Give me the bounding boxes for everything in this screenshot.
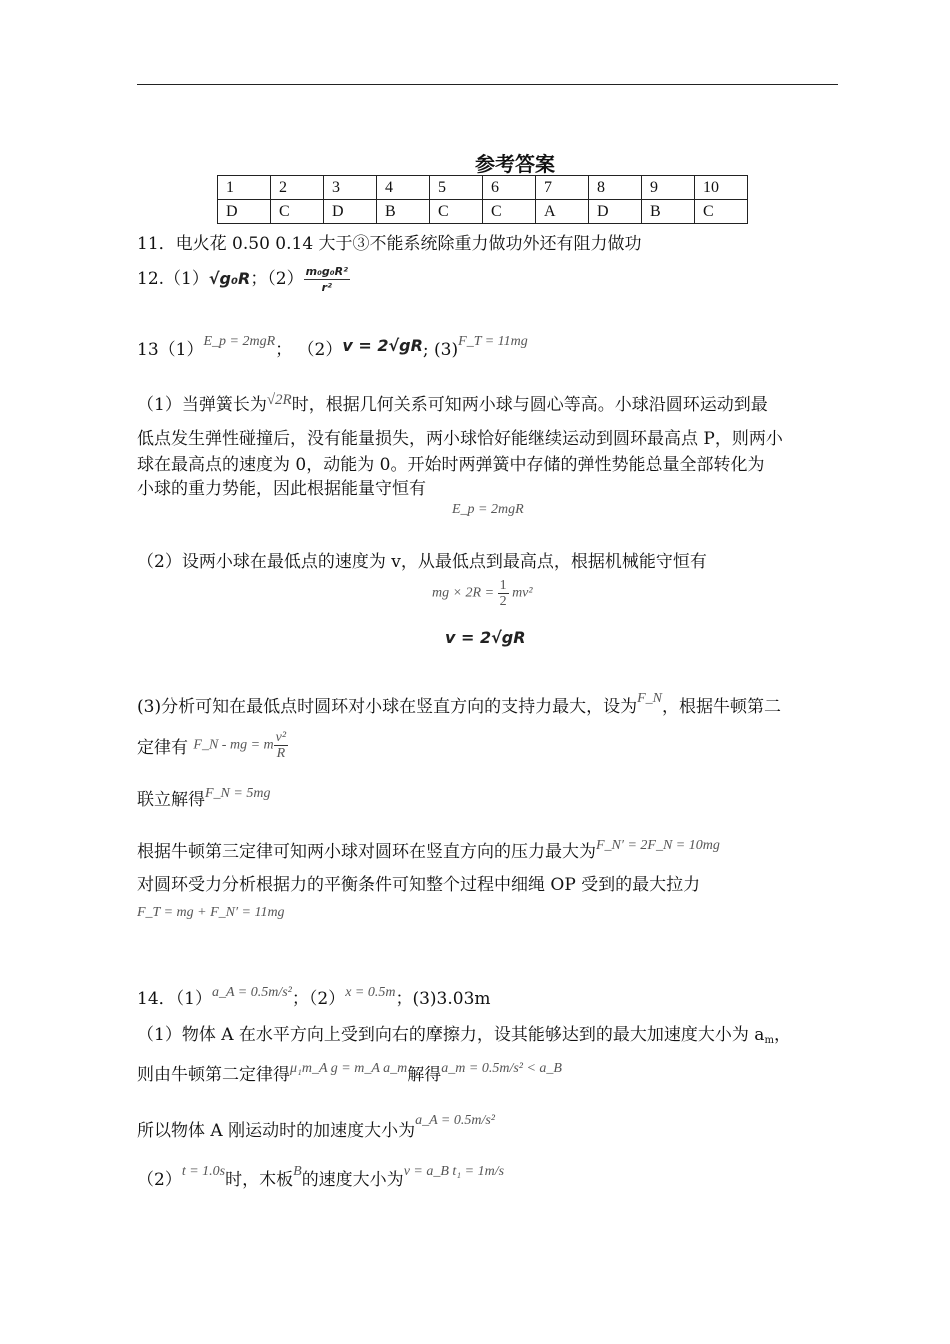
- answer-table: [217, 175, 748, 224]
- q13-eq2: [432, 578, 533, 609]
- q11-answer: 11．电火花 0.50 0.14 大于③不能系统除重力做功外还有阻力做功: [137, 234, 642, 254]
- q13-p1-line1: [137, 385, 768, 420]
- math: √2R: [266, 392, 292, 408]
- table-cell: 10: [695, 176, 748, 200]
- math: B: [293, 1164, 302, 1179]
- table-cell: D: [589, 200, 642, 224]
- q12-label: 12.（1）: [137, 269, 209, 289]
- fraction: [274, 730, 288, 761]
- q13-p3-line2: [137, 730, 288, 761]
- text: 根据牛顿第三定律可知两小球对圆环在竖直方向的压力最大为: [137, 842, 596, 862]
- q14-sep1: ；（2）: [291, 989, 346, 1009]
- q14-label: 14．（1）: [137, 989, 212, 1009]
- math: v = a_B t₁ = 1m/s: [403, 1164, 505, 1179]
- q12-ans2-denominator: r²: [321, 281, 332, 294]
- table-cell: C: [271, 200, 324, 224]
- denominator: 2: [499, 594, 507, 609]
- q13-ans3: F_T = 11mg: [458, 334, 528, 349]
- numerator: v²: [275, 730, 287, 745]
- math: mv²: [512, 585, 533, 601]
- text: 的速度大小为: [301, 1170, 404, 1190]
- q13-p1-line4: 小球的重力势能，因此根据能量守恒有: [137, 479, 426, 499]
- q13-eq1: E_p = 2mgR: [452, 502, 524, 517]
- table-cell: B: [377, 200, 430, 224]
- numerator: 1: [499, 578, 507, 593]
- q13-p1-line2: 低点发生弹性碰撞后，没有能量损失，两小球恰好能继续运动到圆环最高点 P，则两小: [137, 429, 783, 449]
- text: 解得: [407, 1065, 442, 1085]
- q12-ans1: √g₀R: [208, 269, 251, 288]
- math: F_N - mg = m: [193, 737, 274, 753]
- page-title: 参考答案: [475, 152, 555, 176]
- math: a_m = 0.5m/s² < a_B: [441, 1061, 562, 1076]
- header-rule: [137, 84, 838, 85]
- table-cell: 9: [642, 176, 695, 200]
- q13-p2: （2）设两小球在最低点的速度为 v，从最低点到最高点，根据机械能守恒有: [137, 552, 707, 572]
- text: 则由牛顿第二定律得: [137, 1065, 290, 1085]
- q14-ans2: x = 0.5m: [345, 985, 396, 1000]
- table-cell: B: [642, 200, 695, 224]
- math: F_N: [637, 691, 662, 706]
- text: （1）物体 A 在水平方向上受到向右的摩擦力，设其能够达到的最大加速度大小为 a: [137, 1025, 765, 1045]
- q13-p5: [137, 831, 720, 867]
- q14-p1-line1: [137, 1020, 791, 1056]
- q12-ans2: [304, 264, 350, 295]
- denominator: R: [276, 746, 286, 761]
- table-cell: C: [483, 200, 536, 224]
- text: 时，木板: [225, 1170, 294, 1190]
- math: F_N = 5mg: [205, 786, 271, 801]
- q13-p1-line3: 球在最高点的速度为 0，动能为 0。开始时两弹簧中存储的弹性势能总量全部转化为: [137, 455, 765, 475]
- q14-p3: [137, 1157, 504, 1195]
- text: （1）当弹簧长为: [137, 395, 267, 415]
- text: ，: [773, 1025, 791, 1045]
- answer-table-answers-row: [218, 200, 748, 224]
- table-cell: D: [324, 200, 377, 224]
- text: 定律有: [137, 738, 188, 758]
- q14-answer: [137, 984, 491, 1009]
- math: F_N′ = 2F_N = 10mg: [596, 838, 720, 853]
- q12-answer: [137, 264, 350, 295]
- table-cell: C: [430, 200, 483, 224]
- q14-ans1: a_A = 0.5m/s²: [211, 985, 292, 1000]
- table-cell: 2: [271, 176, 324, 200]
- q13-p6: 对圆环受力分析根据力的平衡条件可知整个过程中细绳 OP 受到的最大拉力: [137, 875, 701, 895]
- q13-ans1: E_p = 2mgR: [203, 334, 276, 349]
- table-cell: C: [695, 200, 748, 224]
- q13-p3-line1: [137, 684, 781, 722]
- table-cell: D: [218, 200, 271, 224]
- subscript: m: [764, 1035, 774, 1046]
- q12-ans2-numerator: m₀g₀R²: [305, 265, 348, 278]
- text: 所以物体 A 刚运动时的加速度大小为: [137, 1121, 416, 1141]
- table-cell: 5: [430, 176, 483, 200]
- table-cell: 1: [218, 176, 271, 200]
- table-cell: 6: [483, 176, 536, 200]
- text: （2）: [137, 1170, 182, 1190]
- q13-answer: [137, 334, 528, 360]
- math: mg × 2R =: [432, 585, 495, 601]
- q14-p1-line2: [137, 1054, 562, 1090]
- q13-p4: [137, 779, 270, 815]
- table-cell: 3: [324, 176, 377, 200]
- q14-p2: [137, 1106, 495, 1146]
- q13-eq3: v = 2√gR: [445, 628, 526, 647]
- text: 联立解得: [137, 790, 205, 810]
- table-cell: 4: [377, 176, 430, 200]
- fraction: [498, 578, 509, 609]
- text: (3)分析可知在最低点时圆环对小球在竖直方向的支持力最大，设为: [137, 697, 638, 717]
- q13-sep2: ; (3): [422, 340, 459, 360]
- text: ，根据牛顿第二: [661, 697, 781, 717]
- q13-label: 13（1）: [137, 340, 204, 360]
- q13-ans2: v = 2√gR: [342, 336, 423, 355]
- math: a_A = 0.5m/s²: [415, 1113, 495, 1128]
- answer-table-numbers-row: [218, 176, 748, 200]
- table-cell: 8: [589, 176, 642, 200]
- math: t = 1.0s: [181, 1164, 226, 1179]
- q13-p6-eq: F_T = mg + F_N′ = 11mg: [137, 905, 285, 920]
- q14-sep2: ；(3)3.03m: [395, 989, 491, 1009]
- table-cell: 7: [536, 176, 589, 200]
- math: μ₁m_A g = m_A a_m: [290, 1061, 408, 1076]
- q13-sep1: ； （2）: [275, 340, 343, 360]
- q12-sep: ；（2）: [250, 269, 304, 289]
- text: 时，根据几何关系可知两小球与圆心等高。小球沿圆环运动到最: [291, 395, 768, 415]
- table-cell: A: [536, 200, 589, 224]
